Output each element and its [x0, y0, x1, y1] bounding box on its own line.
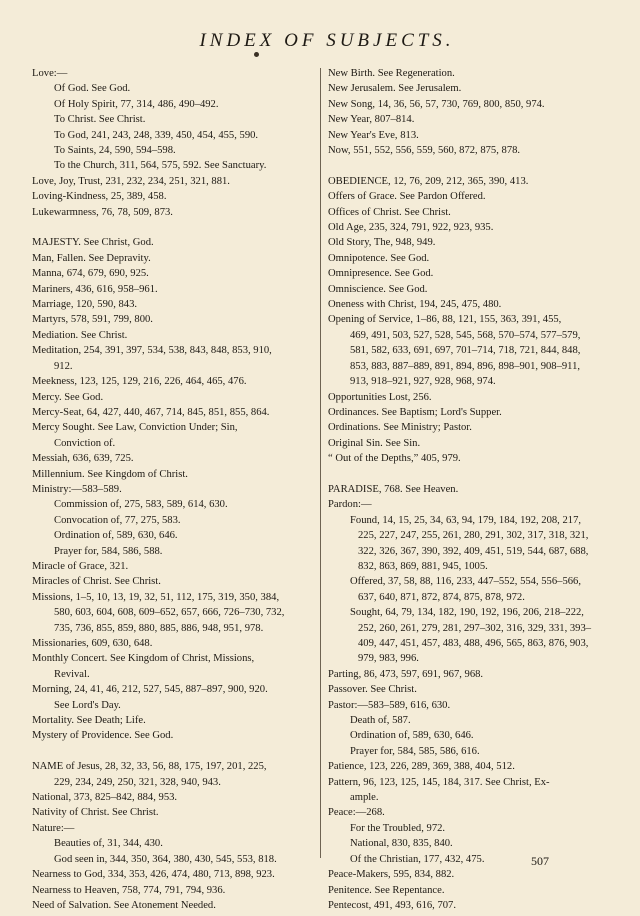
- index-entry: Ordination of, 589, 630, 646.: [350, 730, 474, 742]
- index-entry: Missionaries, 609, 630, 648.: [32, 638, 153, 650]
- index-column-left: [32, 66, 314, 913]
- index-entry: Lukewarmness, 76, 78, 509, 873.: [32, 206, 173, 218]
- index-entry: Mortality. See Death; Life.: [32, 715, 146, 727]
- index-entry: 580, 603, 604, 608, 609–652, 657, 666, 726–730, 732,: [54, 607, 285, 619]
- index-entry: Parting, 86, 473, 597, 691, 967, 968.: [328, 668, 484, 680]
- index-entry: To Christ. See Christ.: [54, 114, 146, 126]
- index-entry: Pardon:—: [328, 499, 372, 511]
- index-entry: 735, 736, 855, 859, 880, 885, 886, 948, 951, 978.: [54, 622, 264, 634]
- index-entry: Miracles of Christ. See Christ.: [32, 576, 161, 588]
- index-entry: To God, 241, 243, 248, 339, 450, 454, 455, 590.: [54, 129, 259, 141]
- index-entry: Mercy. See God.: [32, 391, 104, 403]
- index-entry: Nearness to Heaven, 758, 774, 791, 794, 936.: [32, 884, 226, 896]
- column-divider: [320, 68, 321, 858]
- index-entry: Commission of, 275, 583, 589, 614, 630.: [54, 499, 228, 511]
- index-entry: Oneness with Christ, 194, 245, 475, 480.: [328, 299, 502, 311]
- index-entry: Miracle of Grace, 321.: [32, 560, 129, 572]
- index-entry: 979, 983, 996.: [358, 653, 419, 665]
- index-entry: 913, 918–921, 927, 928, 968, 974.: [350, 376, 496, 388]
- index-entry: To Saints, 24, 590, 594–598.: [54, 145, 176, 157]
- index-entry: Convocation of, 77, 275, 583.: [54, 514, 181, 526]
- index-entry: 637, 640, 871, 872, 874, 875, 878, 972.: [358, 591, 525, 603]
- index-entry: Martyrs, 578, 591, 799, 800.: [32, 314, 153, 326]
- index-entry: Revival.: [54, 668, 90, 680]
- entry-gap: [32, 220, 314, 235]
- entry-gap: [328, 467, 611, 482]
- index-entry: Loving-Kindness, 25, 389, 458.: [32, 191, 167, 203]
- index-entry: Pastor:—583–589, 616, 630.: [328, 699, 451, 711]
- page-title: INDEX OF SUBJECTS.: [199, 30, 455, 51]
- index-entry: Beauties of, 31, 344, 430.: [54, 838, 163, 850]
- index-entry: ample.: [350, 792, 379, 804]
- index-entry: New Birth. See Regeneration.: [328, 68, 455, 79]
- index-entry: Missions, 1–5, 10, 13, 19, 32, 51, 112, 175, 319, 350, 384,: [32, 591, 280, 603]
- index-entry: Of the Christian, 177, 432, 475.: [350, 853, 485, 865]
- index-entry: Mystery of Providence. See God.: [32, 730, 174, 742]
- index-entry: 229, 234, 249, 250, 321, 328, 940, 943.: [54, 776, 221, 788]
- index-entry: New Song, 14, 36, 56, 57, 730, 769, 800, 850, 974.: [328, 98, 545, 110]
- index-entry: To the Church, 311, 564, 575, 592. See Sanctuary.: [54, 160, 267, 172]
- index-entry: Omnipotence. See God.: [328, 252, 430, 264]
- index-entry: Ministry:—583–589.: [32, 483, 122, 495]
- index-entry: Man, Fallen. See Depravity.: [32, 252, 151, 264]
- entry-gap: [32, 744, 314, 759]
- index-entry: 469, 491, 503, 527, 528, 545, 568, 570–574, 577–579,: [350, 329, 581, 341]
- page-number: 507: [531, 854, 549, 868]
- index-entry: Peace-Makers, 595, 834, 882.: [328, 869, 455, 881]
- index-entry: 322, 326, 367, 390, 392, 409, 451, 519, 544, 687, 688,: [358, 545, 589, 557]
- index-entry: Now, 551, 552, 556, 559, 560, 872, 875, 878.: [328, 145, 521, 157]
- index-entry: Ordination of, 589, 630, 646.: [54, 530, 178, 542]
- index-entry: MAJESTY. See Christ, God.: [32, 237, 154, 249]
- index-entry: Nature:—: [32, 822, 75, 834]
- index-entry: National, 830, 835, 840.: [350, 838, 453, 850]
- index-entry: NAME of Jesus, 28, 32, 33, 56, 88, 175, 197, 201, 225,: [32, 761, 267, 773]
- index-entry: Sought, 64, 79, 134, 182, 190, 192, 196, 206, 218–222,: [350, 607, 584, 619]
- index-entry: Millennium. See Kingdom of Christ.: [32, 468, 188, 480]
- index-entry: 252, 260, 261, 279, 281, 297–302, 316, 329, 331, 393–: [358, 622, 592, 634]
- index-entry: Meditation, 254, 391, 397, 534, 538, 843, 848, 853, 910,: [32, 345, 272, 357]
- index-entry: Nearness to God, 334, 353, 426, 474, 480, 713, 898, 923.: [32, 869, 275, 881]
- index-entry: Of God. See God.: [54, 83, 131, 95]
- index-entry: PARADISE, 768. See Heaven.: [328, 483, 459, 495]
- index-entry: Conviction of.: [54, 437, 116, 449]
- index-entry: Ordinances. See Baptism; Lord's Supper.: [328, 406, 502, 418]
- index-entry: Prayer for, 584, 586, 588.: [54, 545, 163, 557]
- index-entry: New Jerusalem. See Jerusalem.: [328, 83, 462, 95]
- index-entry: Death of, 587.: [350, 715, 411, 727]
- entry-gap: [328, 158, 611, 173]
- index-column-right: [328, 66, 611, 913]
- index-entry: Offices of Christ. See Christ.: [328, 206, 451, 218]
- index-entry: Pattern, 96, 123, 125, 145, 184, 317. See Christ, Ex-: [328, 776, 550, 788]
- index-entry: Monthly Concert. See Kingdom of Christ, Missions,: [32, 653, 255, 665]
- index-entry: Offered, 37, 58, 88, 116, 233, 447–552, 554, 556–566,: [350, 576, 581, 588]
- index-entry: 225, 227, 247, 255, 261, 280, 291, 302, 317, 318, 321,: [358, 530, 589, 542]
- index-entry: Of Holy Spirit, 77, 314, 486, 490–492.: [54, 98, 219, 110]
- index-entry: Penitence. See Repentance.: [328, 884, 445, 896]
- index-entry: 832, 863, 869, 881, 945, 1005.: [358, 560, 488, 572]
- index-entry: 409, 447, 451, 457, 483, 488, 496, 565, 863, 876, 903,: [358, 638, 589, 649]
- index-entry: 912.: [54, 360, 73, 372]
- index-entry: Morning, 24, 41, 46, 212, 527, 545, 887–897, 900, 920.: [32, 684, 268, 696]
- index-entry: Peace:—268.: [328, 807, 385, 819]
- index-entry: God seen in, 344, 350, 364, 380, 430, 545, 553, 818.: [54, 853, 277, 865]
- index-entry: Opportunities Lost, 256.: [328, 391, 432, 403]
- index-entry: OBEDIENCE, 12, 76, 209, 212, 365, 390, 413.: [328, 175, 529, 187]
- index-entry: Mariners, 436, 616, 958–961.: [32, 283, 158, 295]
- index-entry: Mercy-Seat, 64, 427, 440, 467, 714, 845, 851, 855, 864.: [32, 406, 270, 418]
- index-entry: 581, 582, 633, 691, 697, 701–714, 718, 721, 844, 848,: [350, 345, 581, 357]
- index-entry: See Lord's Day.: [54, 699, 121, 711]
- index-entry: Meekness, 123, 125, 129, 216, 226, 464, 465, 476.: [32, 376, 247, 388]
- index-entry: Opening of Service, 1–86, 88, 121, 155, 363, 391, 455,: [328, 314, 562, 326]
- index-entry: Original Sin. See Sin.: [328, 437, 421, 449]
- index-entry: New Year's Eve, 813.: [328, 129, 419, 141]
- index-entry: National, 373, 825–842, 884, 953.: [32, 792, 178, 804]
- index-entry: Offers of Grace. See Pardon Offered.: [328, 191, 486, 203]
- index-entry: Love:—: [32, 68, 68, 79]
- index-entry: 853, 883, 887–889, 891, 894, 896, 898–901, 908–911,: [350, 360, 581, 372]
- index-entry: For the Troubled, 972.: [350, 822, 446, 834]
- index-entry: Omniscience. See God.: [328, 283, 428, 295]
- index-entry: Prayer for, 584, 585, 586, 616.: [350, 745, 480, 757]
- index-entry: Found, 14, 15, 25, 34, 63, 94, 179, 184, 192, 208, 217,: [350, 514, 582, 526]
- index-entry: Need of Salvation. See Atonement Needed.: [32, 899, 216, 911]
- index-entry: Nativity of Christ. See Christ.: [32, 807, 159, 819]
- index-entry: Patience, 123, 226, 289, 369, 388, 404, 512.: [328, 761, 515, 773]
- index-entry: Pentecost, 491, 493, 616, 707.: [328, 899, 456, 911]
- index-entry: Mediation. See Christ.: [32, 329, 128, 341]
- index-entry: Mercy Sought. See Law, Conviction Under; Sin,: [32, 422, 238, 434]
- ornament-dot: [254, 52, 259, 57]
- index-entry: Old Story, The, 948, 949.: [328, 237, 436, 249]
- index-entry: Passover. See Christ.: [328, 684, 417, 696]
- index-entry: Omnipresence. See God.: [328, 268, 434, 280]
- index-entry: Ordinations. See Ministry; Pastor.: [328, 422, 472, 434]
- index-entry: Love, Joy, Trust, 231, 232, 234, 251, 321, 881.: [32, 175, 230, 187]
- index-entry: “ Out of the Depths,” 405, 979.: [328, 453, 461, 465]
- index-entry: Messiah, 636, 639, 725.: [32, 453, 134, 465]
- index-entry: New Year, 807–814.: [328, 114, 415, 126]
- index-entry: Old Age, 235, 324, 791, 922, 923, 935.: [328, 222, 494, 234]
- index-entry: Marriage, 120, 590, 843.: [32, 299, 138, 311]
- index-entry: Manna, 674, 679, 690, 925.: [32, 268, 149, 280]
